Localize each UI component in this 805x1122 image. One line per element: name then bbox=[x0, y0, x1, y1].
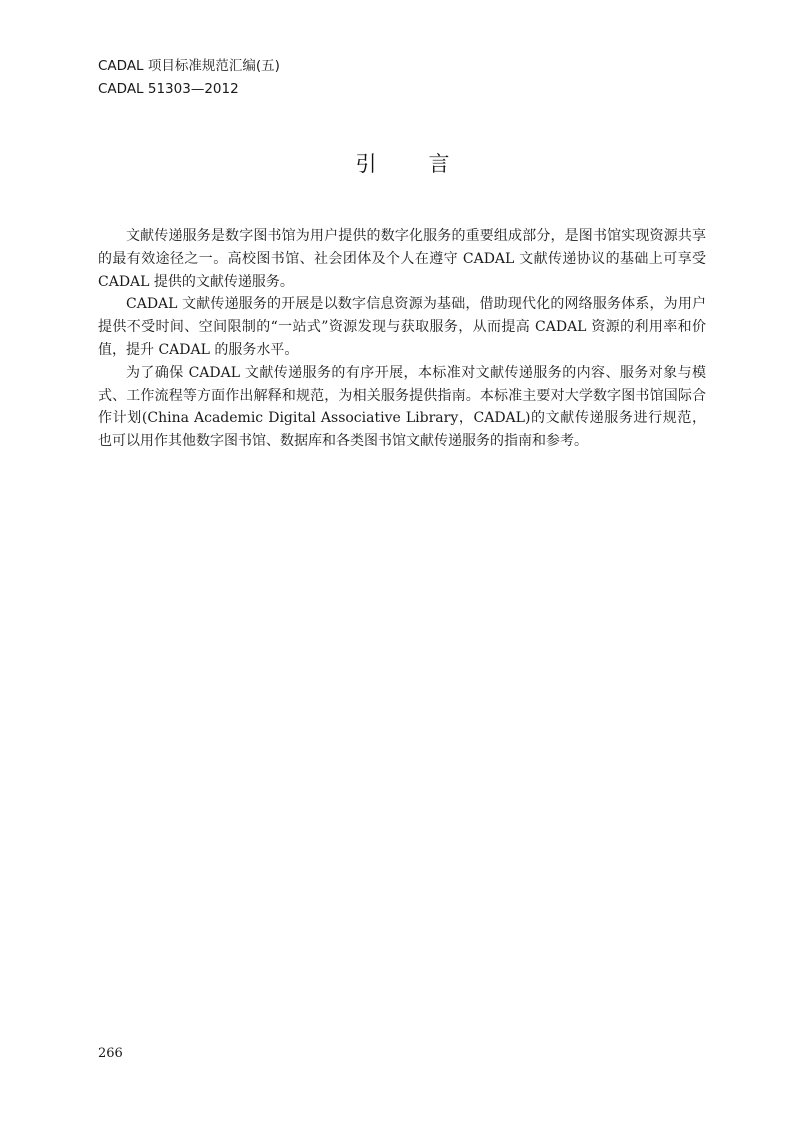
paragraph-2: CADAL 文献传递服务的开展是以数字信息资源为基础，借助现代化的网络服务体系，为用户提供不受时间、空间限制的“一站式”资源发现与获取服务，从而提高 CADAL 资源的利用率和价值，提升 CADAL 的服务水平。 bbox=[98, 296, 706, 358]
running-header bbox=[98, 55, 280, 101]
page-number: 266 bbox=[98, 1046, 123, 1061]
paragraph-1: 文献传递服务是数字图书馆为用户提供的数字化服务的重要组成部分，是图书馆实现资源共享的最有效途径之一。高校图书馆、社会团体及个人在遵守 CADAL 文献传递协议的基础上可享受 CADAL 提供的文献传递服务。 bbox=[98, 228, 706, 290]
header-standard-code: CADAL 51303—2012 bbox=[98, 81, 239, 97]
header-series-title: CADAL 项目标准规范汇编(五) bbox=[98, 58, 280, 74]
body-text bbox=[98, 225, 706, 453]
paragraph-3: 为了确保 CADAL 文献传递服务的有序开展，本标准对文献传递服务的内容、服务对象与模式、工作流程等方面作出解释和规范，为相关服务提供指南。本标准主要对大学数字图书馆国际合作计划(China Academic Digital Associative Library，CADAL)的文献传递服务进行规范，也可以用作其他数字图书馆、数据库和各类图书馆文献传递服务的指南和参考。 bbox=[98, 364, 706, 450]
section-title: 引言 bbox=[355, 152, 502, 176]
